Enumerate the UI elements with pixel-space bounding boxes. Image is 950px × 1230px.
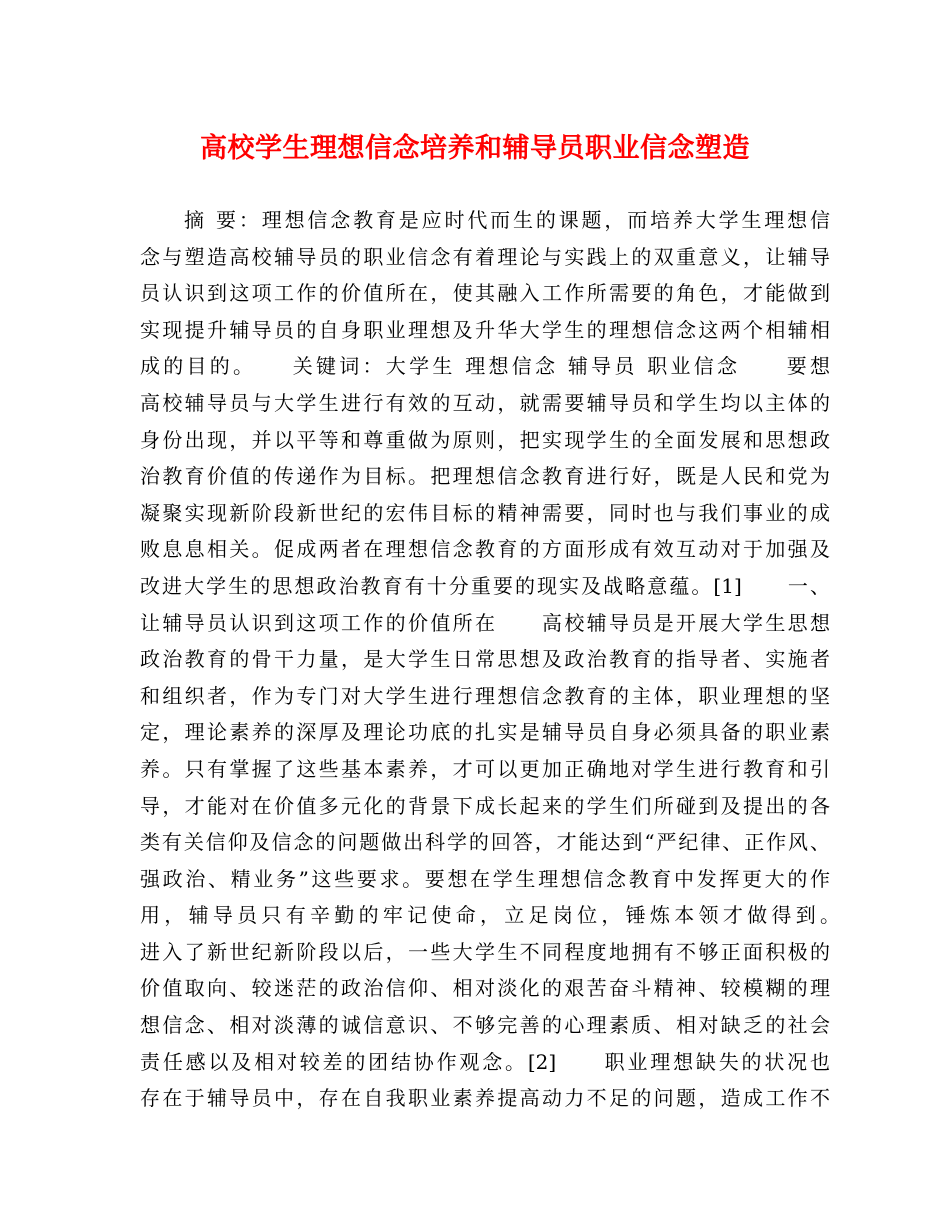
- body-line: 治教育价值的传递作为目标。把理想信念教育进行好，既是人民和党为: [140, 464, 830, 489]
- body-line: 让辅导员认识到这项工作的价值所在 高校辅导员是开展大学生思想: [140, 610, 830, 635]
- body-line: 用，辅导员只有辛勤的牢记使命，立足岗位，锤炼本领才做得到。: [140, 903, 870, 928]
- body-line: 价值取向、较迷茫的政治信仰、相对淡化的艰苦奋斗精神、较模糊的理: [140, 976, 830, 1001]
- body-line: 实现提升辅导员的自身职业理想及升华大学生的理想信念这两个相辅相: [140, 317, 830, 342]
- document-body: [140, 202, 870, 1117]
- body-line: 责任感以及相对较差的团结协作观念。[2] 职业理想缺失的状况也: [140, 1049, 830, 1074]
- body-line: 导，才能对在价值多元化的背景下成长起来的学生们所碰到及提出的各: [140, 793, 830, 818]
- body-line: 进入了新世纪新阶段以后，一些大学生不同程度地拥有不够正面积极的: [140, 939, 830, 964]
- document-title: 高校学生理想信念培养和辅导员职业信念塑造: [200, 133, 750, 164]
- body-line: 定，理论素养的深厚及理论功底的扎实是辅导员自身必须具备的职业素: [140, 720, 830, 745]
- body-line: 想信念、相对淡薄的诚信意识、不够完善的心理素质、相对缺乏的社会: [140, 1013, 830, 1038]
- body-line: 念与塑造高校辅导员的职业信念有着理论与实践上的双重意义，让辅导: [140, 244, 830, 269]
- body-line: 类有关信仰及信念的问题做出科学的回答，才能达到“严纪律、正作风、: [140, 830, 830, 855]
- body-line: 身份出现，并以平等和尊重做为原则，把实现学生的全面发展和思想政: [140, 427, 830, 452]
- body-line: 成的目的。 关键词：大学生 理想信念 辅导员 职业信念 要想: [140, 354, 830, 379]
- body-line: 高校辅导员与大学生进行有效的互动，就需要辅导员和学生均以主体的: [140, 390, 830, 415]
- body-line: 养。只有掌握了这些基本素养，才可以更加正确地对学生进行教育和引: [140, 756, 830, 781]
- body-line: 政治教育的骨干力量，是大学生日常思想及政治教育的指导者、实施者: [140, 647, 830, 672]
- body-line: 强政治、精业务”这些要求。要想在学生理想信念教育中发挥更大的作: [140, 866, 830, 891]
- body-line: 和组织者，作为专门对大学生进行理想信念教育的主体，职业理想的坚: [140, 683, 830, 708]
- body-line: 改进大学生的思想政治教育有十分重要的现实及战略意蕴。[1] 一、: [140, 573, 830, 598]
- body-line: 摘 要：理想信念教育是应时代而生的课题，而培养大学生理想信: [184, 208, 830, 232]
- body-line: 败息息相关。促成两者在理想信念教育的方面形成有效互动对于加强及: [140, 537, 830, 562]
- body-line: 凝聚实现新阶段新世纪的宏伟目标的精神需要，同时也与我们事业的成: [140, 500, 830, 525]
- body-line: 员认识到这项工作的价值所在，使其融入工作所需要的角色，才能做到: [140, 281, 830, 306]
- body-line: 存在于辅导员中，存在自我职业素养提高动力不足的问题，造成工作不: [140, 1086, 830, 1111]
